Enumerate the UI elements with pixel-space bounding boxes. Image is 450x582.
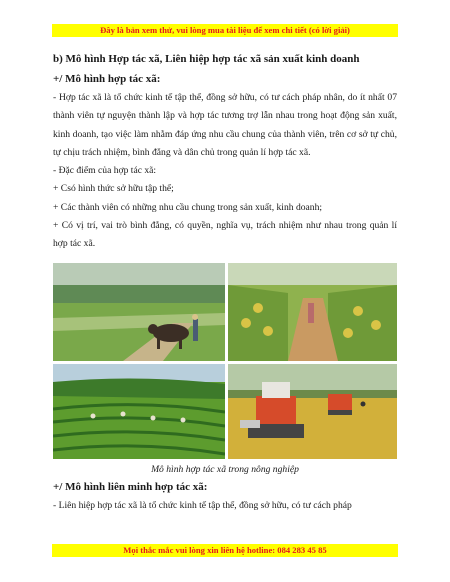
greenhouse-melon-photo [228,263,397,361]
subsection-cooperative: +/ Mô hình hợp tác xã: [53,73,161,85]
document-body [53,52,397,515]
header-notice: Đây là bản xem thử, vui lòng mua tài liệu để xem chi tiết (có lời giải) [52,24,398,37]
photo-collage [53,263,397,459]
cooperative-definition: - Hợp tác xã là tổ chức kinh tế tập thể, đồng sở hữu, có tư cách pháp nhân, do ít nhất 07 thành viên tự nguyện thành lập và hợp tác tương trợ lẫn nhau trong hoạt động sản xuất, kinh doanh, tạo việc làm nhằm đáp ứng nhu cầu chung của thành viên, trên cơ sở tự chủ, tự chịu trách nhiệm, bình đẳng và dân chủ trong quản lí hợp tác xã. [53,92,397,158]
characteristic-3: + Có vị trí, vai trò bình đẳng, có quyền, nghĩa vụ, trách nhiệm như nhau trong quản lí hợp tác xã. [53,220,397,250]
characteristic-1: + Csó hình thức sở hữu tập thể; [53,183,174,195]
footer-notice: Mọi thắc mắc vui lòng xin liên hệ hotline: 084 283 45 85 [52,544,398,557]
tea-plantation-photo [53,364,225,459]
figure-caption: Mô hình hợp tác xã trong nông nghiệp [151,463,299,475]
subsection-cooperative-union: +/ Mô hình liên minh hợp tác xã: [53,480,208,493]
rice-harvest-photo [228,364,397,459]
cooperative-union-definition: - Liên hiệp hợp tác xã là tổ chức kinh tế tập thể, đồng sở hữu, có tư cách pháp [53,499,352,511]
buffalo-farming-photo [53,263,225,361]
section-title: b) Mô hình Hợp tác xã, Liên hiệp hợp tác xã sản xuất kinh doanh [53,53,360,65]
characteristic-2: + Các thành viên có những nhu cầu chung trong sản xuất, kinh doanh; [53,201,323,213]
characteristics-heading: - Đặc điểm của hợp tác xã: [53,165,157,177]
